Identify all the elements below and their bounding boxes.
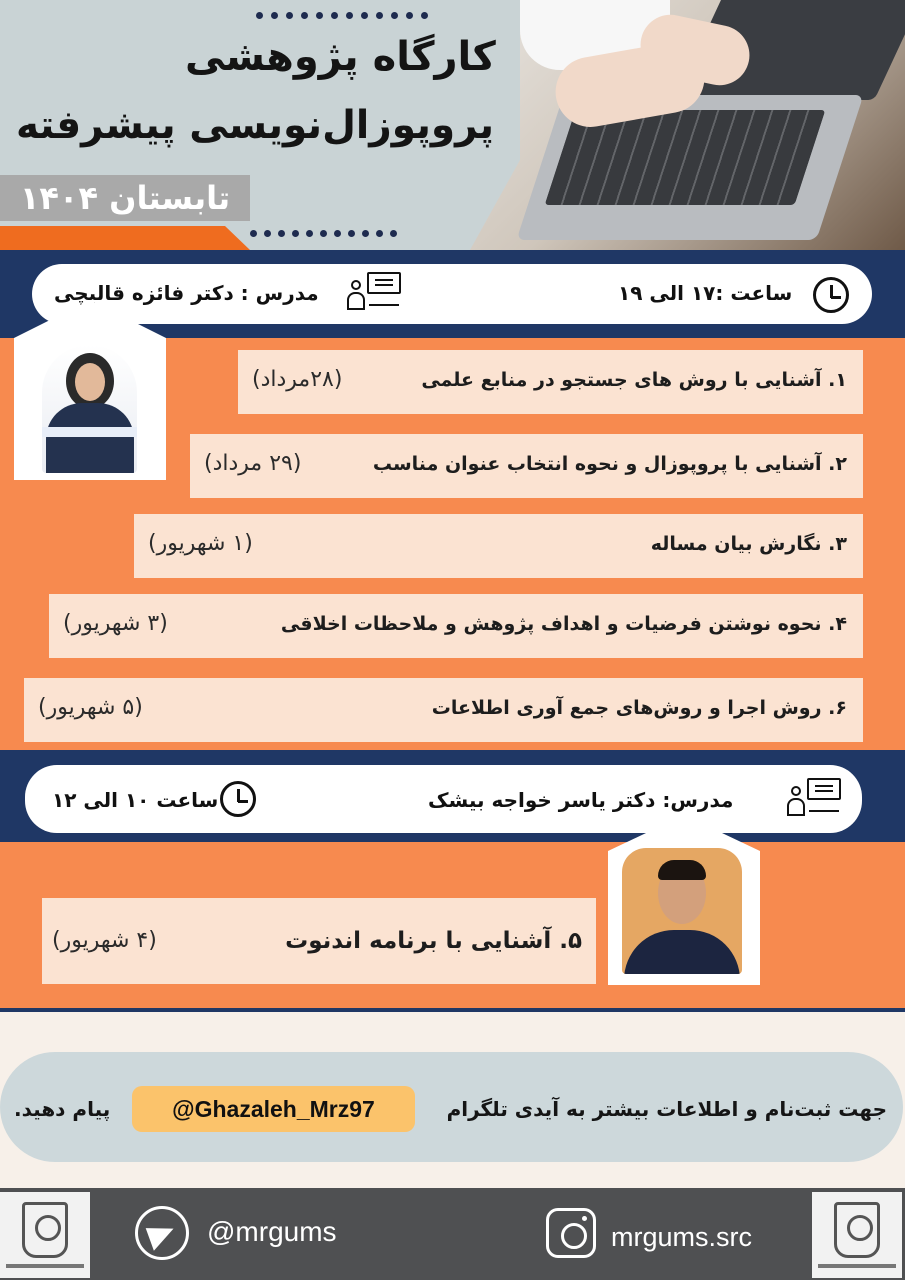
title-line-2: پروپوزال‌نویسی پیشرفته — [16, 103, 494, 148]
list-item — [238, 350, 863, 414]
season-label: تابستان ۱۴۰۴ — [0, 175, 250, 221]
telegram-handle-link[interactable]: @Ghazaleh_Mrz97 — [132, 1086, 415, 1132]
decor-dots-bottom — [250, 230, 397, 242]
session-date: (۱ شهریور) — [148, 531, 253, 556]
list-item — [24, 678, 863, 742]
research-center-logo — [812, 1192, 902, 1278]
clock-icon — [220, 781, 256, 817]
session-title: ۴. نحوه نوشتن فرضیات و اهداف پژوهش و ملاحظات اخلاقی — [280, 613, 847, 635]
list-item — [134, 514, 863, 578]
telegram-channel-link[interactable]: @mrgums — [207, 1216, 337, 1247]
session-date: (۳ شهریور) — [63, 611, 168, 636]
session-date: (۴ شهریور) — [52, 928, 157, 953]
section2-time: ساعت ۱۰ الی ۱۲ — [52, 788, 219, 812]
teacher-icon — [345, 272, 401, 312]
list-item — [42, 898, 596, 984]
list-item — [190, 434, 863, 498]
session-title: ۶. روش اجرا و روش‌های جمع آوری اطلاعات — [431, 697, 847, 719]
section2-instructor: مدرس: دکتر یاسر خواجه بیشک — [428, 788, 734, 812]
session-date: (۵ شهریور) — [38, 695, 143, 720]
session-title: ۲. آشنایی با پروپوزال و نحوه انتخاب عنوان مناسب — [372, 453, 847, 475]
session-date: (۲۸مرداد) — [252, 367, 343, 392]
section1-time: ساعت :۱۷ الی ۱۹ — [618, 281, 793, 305]
section1-instructor: مدرس : دکتر فائزه قالیچی — [54, 281, 319, 305]
register-tail: پیام دهید. — [14, 1097, 111, 1121]
title-line-1: کارگاه پژوهشی — [185, 34, 496, 80]
register-text: جهت ثبت‌نام و اطلاعات بیشتر به آیدی تلگرام — [446, 1097, 887, 1121]
telegram-icon[interactable] — [135, 1206, 189, 1260]
session-title: ۳. نگارش بیان مساله — [650, 533, 847, 555]
university-logo — [0, 1192, 90, 1278]
instructor1-photo — [42, 345, 137, 473]
session-date: (۲۹ مرداد) — [204, 451, 302, 476]
teacher-icon — [785, 778, 841, 818]
decor-dots-top — [256, 12, 428, 24]
session-title: ۵. آشنایی با برنامه اندنوت — [285, 928, 582, 954]
instagram-account-link[interactable]: mrgums.src — [611, 1222, 752, 1252]
list-item — [49, 594, 863, 658]
orange-wedge — [0, 226, 250, 250]
header — [0, 0, 905, 250]
instructor2-photo — [622, 848, 742, 974]
clock-icon — [813, 277, 849, 313]
instagram-icon[interactable] — [546, 1208, 596, 1258]
session-title: ۱. آشنایی با روش های جستجو در منابع علمی — [421, 369, 847, 391]
